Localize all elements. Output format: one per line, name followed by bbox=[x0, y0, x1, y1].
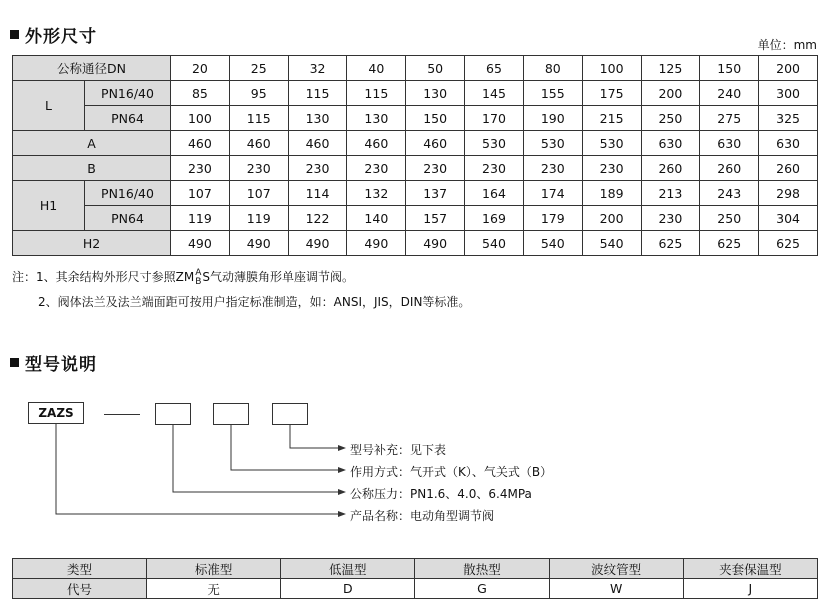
dim-value-cell: 230 bbox=[582, 156, 641, 181]
dim-value-cell: 630 bbox=[759, 131, 818, 156]
dim-value-cell: 140 bbox=[347, 206, 406, 231]
dim-value-cell: 490 bbox=[171, 231, 230, 256]
dim-value-cell: 215 bbox=[582, 106, 641, 131]
note-1-suffix: S气动薄膜角形单座调节阀。 bbox=[202, 270, 355, 284]
dim-value-cell: 150 bbox=[406, 106, 465, 131]
row-sub-label: PN64 bbox=[85, 106, 171, 131]
code-cell: 无 bbox=[147, 579, 281, 599]
codes-row bbox=[13, 579, 818, 599]
dim-value-cell: 630 bbox=[641, 131, 700, 156]
dim-value-cell: 85 bbox=[171, 81, 230, 106]
dim-value-cell: 490 bbox=[229, 231, 288, 256]
dn-value-cell: 50 bbox=[406, 56, 465, 81]
type-cell: 标准型 bbox=[147, 559, 281, 579]
dim-value-cell: 213 bbox=[641, 181, 700, 206]
dim-value-cell: 250 bbox=[641, 106, 700, 131]
dn-value-cell: 32 bbox=[288, 56, 347, 81]
dim-value-cell: 230 bbox=[406, 156, 465, 181]
dim-value-cell: 630 bbox=[700, 131, 759, 156]
dim-value-cell: 115 bbox=[347, 81, 406, 106]
dim-value-cell: 114 bbox=[288, 181, 347, 206]
type-cell: 散热型 bbox=[415, 559, 549, 579]
label-pressure: 公称压力：PN1.6、4.0、6.4MPa bbox=[350, 487, 532, 501]
dn-value-cell: 150 bbox=[700, 56, 759, 81]
dim-value-cell: 260 bbox=[700, 156, 759, 181]
arrow-icon bbox=[338, 489, 346, 495]
dim-value-cell: 460 bbox=[229, 131, 288, 156]
dim-value-cell: 179 bbox=[523, 206, 582, 231]
dim-value-cell: 304 bbox=[759, 206, 818, 231]
dn-value-cell: 25 bbox=[229, 56, 288, 81]
dim-value-cell: 122 bbox=[288, 206, 347, 231]
dim-value-cell: 132 bbox=[347, 181, 406, 206]
code-cell: W bbox=[549, 579, 683, 599]
row-sub-label: PN64 bbox=[85, 206, 171, 231]
types-table bbox=[12, 558, 818, 599]
dim-value-cell: 540 bbox=[523, 231, 582, 256]
dim-value-cell: 260 bbox=[759, 156, 818, 181]
row-label: H2 bbox=[13, 231, 171, 256]
dim-value-cell: 460 bbox=[406, 131, 465, 156]
dim-value-cell: 155 bbox=[523, 81, 582, 106]
dn-value-cell: 100 bbox=[582, 56, 641, 81]
dim-value-cell: 130 bbox=[347, 106, 406, 131]
row-group-label: H1 bbox=[13, 181, 85, 231]
dim-value-cell: 300 bbox=[759, 81, 818, 106]
dim-value-cell: 490 bbox=[288, 231, 347, 256]
label-product: 产品名称：电动角型调节阀 bbox=[350, 509, 495, 523]
dim-value-cell: 157 bbox=[406, 206, 465, 231]
dim-value-cell: 540 bbox=[465, 231, 524, 256]
row-sub-label: PN16/40 bbox=[85, 81, 171, 106]
dim-value-cell: 460 bbox=[347, 131, 406, 156]
dim-value-cell: 107 bbox=[229, 181, 288, 206]
dim-value-cell: 530 bbox=[465, 131, 524, 156]
note-1-prefix: 注：1、其余结构外形尺寸参照ZM bbox=[12, 270, 195, 284]
dim-value-cell: 107 bbox=[171, 181, 230, 206]
dim-value-cell: 169 bbox=[465, 206, 524, 231]
label-action: 作用方式：气开式（K）、气关式（B） bbox=[350, 465, 553, 479]
arrow-icon bbox=[338, 467, 346, 473]
dim-value-cell: 189 bbox=[582, 181, 641, 206]
type-cell: 夹套保温型 bbox=[683, 559, 817, 579]
dim-value-cell: 230 bbox=[523, 156, 582, 181]
dn-value-cell: 200 bbox=[759, 56, 818, 81]
codes-row-label: 代号 bbox=[13, 579, 147, 599]
types-row-label: 类型 bbox=[13, 559, 147, 579]
dim-value-cell: 230 bbox=[171, 156, 230, 181]
dim-value-cell: 164 bbox=[465, 181, 524, 206]
dim-value-cell: 230 bbox=[229, 156, 288, 181]
dim-value-cell: 625 bbox=[700, 231, 759, 256]
dim-value-cell: 540 bbox=[582, 231, 641, 256]
dim-value-cell: 275 bbox=[700, 106, 759, 131]
dim-value-cell: 230 bbox=[288, 156, 347, 181]
dim-value-cell: 119 bbox=[229, 206, 288, 231]
dim-value-cell: 130 bbox=[288, 106, 347, 131]
row-sub-label: PN16/40 bbox=[85, 181, 171, 206]
row-group-label: L bbox=[13, 81, 85, 131]
row-label: B bbox=[13, 156, 171, 181]
dn-value-cell: 65 bbox=[465, 56, 524, 81]
dn-value-cell: 20 bbox=[171, 56, 230, 81]
dn-value-cell: 40 bbox=[347, 56, 406, 81]
dim-value-cell: 243 bbox=[700, 181, 759, 206]
dn-value-cell: 80 bbox=[523, 56, 582, 81]
dim-value-cell: 95 bbox=[229, 81, 288, 106]
leader-line-pressure bbox=[173, 425, 340, 492]
arrow-icon bbox=[338, 511, 346, 517]
code-cell: D bbox=[281, 579, 415, 599]
dim-value-cell: 490 bbox=[406, 231, 465, 256]
dim-value-cell: 460 bbox=[171, 131, 230, 156]
section-title-text: 型号说明 bbox=[25, 355, 97, 375]
code-cell: J bbox=[683, 579, 817, 599]
dim-value-cell: 230 bbox=[465, 156, 524, 181]
type-cell: 低温型 bbox=[281, 559, 415, 579]
arrow-icon bbox=[338, 445, 346, 451]
label-supplement: 型号补充：见下表 bbox=[350, 443, 447, 457]
dim-value-cell: 200 bbox=[641, 81, 700, 106]
dim-value-cell: 119 bbox=[171, 206, 230, 231]
dim-value-cell: 625 bbox=[759, 231, 818, 256]
row-label: A bbox=[13, 131, 171, 156]
dim-value-cell: 298 bbox=[759, 181, 818, 206]
dim-value-cell: 190 bbox=[523, 106, 582, 131]
code-cell: G bbox=[415, 579, 549, 599]
dim-value-cell: 625 bbox=[641, 231, 700, 256]
types-row bbox=[13, 559, 818, 579]
fraction-bottom: B bbox=[195, 276, 202, 287]
unit-label: 单位：mm bbox=[757, 38, 817, 52]
dim-value-cell: 145 bbox=[465, 81, 524, 106]
dim-value-cell: 230 bbox=[641, 206, 700, 231]
dim-value-cell: 115 bbox=[288, 81, 347, 106]
type-cell: 波纹管型 bbox=[549, 559, 683, 579]
leader-line-product bbox=[56, 424, 340, 514]
dim-value-cell: 137 bbox=[406, 181, 465, 206]
section-title-text: 外形尺寸 bbox=[25, 27, 97, 47]
dim-value-cell: 530 bbox=[523, 131, 582, 156]
leader-line-supplement bbox=[290, 425, 340, 448]
dim-value-cell: 200 bbox=[582, 206, 641, 231]
dim-value-cell: 250 bbox=[700, 206, 759, 231]
dim-value-cell: 230 bbox=[347, 156, 406, 181]
dim-value-cell: 490 bbox=[347, 231, 406, 256]
dim-value-cell: 240 bbox=[700, 81, 759, 106]
fraction-top: A bbox=[195, 267, 202, 278]
dn-header-label: 公称通径DN bbox=[13, 56, 171, 81]
dim-value-cell: 325 bbox=[759, 106, 818, 131]
dim-value-cell: 460 bbox=[288, 131, 347, 156]
dim-value-cell: 115 bbox=[229, 106, 288, 131]
note-2: 2、阀体法兰及法兰端面距可按用户指定标准制造，如：ANSI，JIS，DIN等标准。 bbox=[38, 294, 471, 309]
dim-value-cell: 130 bbox=[406, 81, 465, 106]
dim-value-cell: 174 bbox=[523, 181, 582, 206]
dim-value-cell: 175 bbox=[582, 81, 641, 106]
dim-value-cell: 260 bbox=[641, 156, 700, 181]
dn-value-cell: 125 bbox=[641, 56, 700, 81]
dim-value-cell: 530 bbox=[582, 131, 641, 156]
model-code-box: ZAZS bbox=[28, 402, 84, 424]
dim-value-cell: 170 bbox=[465, 106, 524, 131]
dim-value-cell: 100 bbox=[171, 106, 230, 131]
